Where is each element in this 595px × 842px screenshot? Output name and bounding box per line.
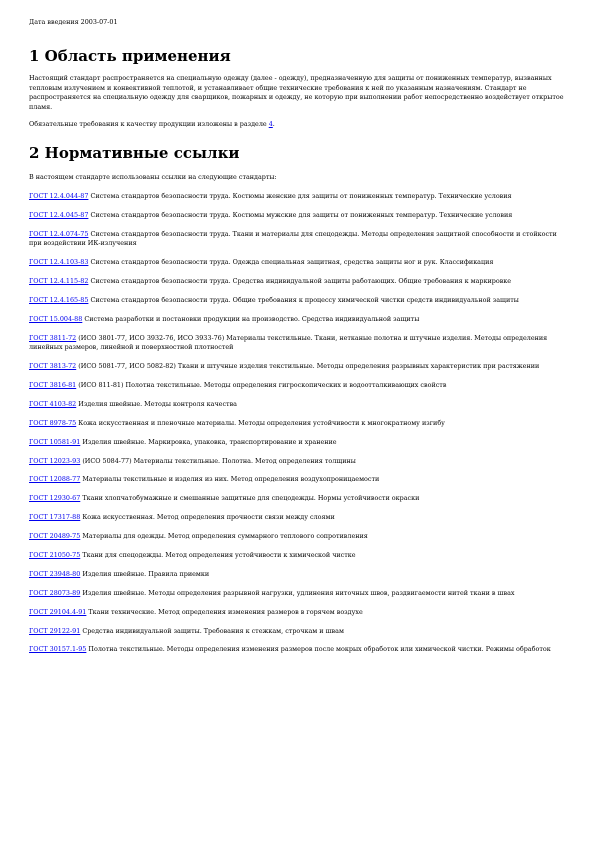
section-4-link[interactable]: 4 (268, 120, 273, 128)
reference-item (29, 457, 566, 467)
reference-item (29, 608, 566, 618)
standard-title: Ткани для спецодежды. Метод определения устойчивости к химической чистке (80, 551, 356, 560)
standard-link[interactable]: ГОСТ 17317-88 (29, 513, 81, 522)
reference-item (29, 296, 566, 306)
standard-link[interactable]: ГОСТ 15.004-88 (29, 314, 83, 323)
reference-item (29, 211, 566, 221)
standard-title: Средства индивидуальной защиты. Требования к стежкам, строчкам и швам (80, 626, 344, 635)
standard-title: Полотна текстильные. Методы определения изменения размеров после мокрых обработок или химической чистки. Режимы обработок (86, 645, 551, 654)
standard-title: Система стандартов безопасности труда. Ткани и материалы для спецодежды. Методы определения защитной способности и стойкости при воздействии ИК-излучения (29, 229, 557, 248)
document-page (29, 18, 566, 655)
standard-title: Изделия швейные. Правила приемки (80, 569, 210, 578)
standard-link[interactable]: ГОСТ 29122-91 (29, 626, 81, 635)
reference-item (29, 551, 566, 561)
reference-item (29, 315, 566, 325)
standard-link[interactable]: ГОСТ 29104.4-91 (29, 607, 87, 616)
standard-title: Система стандартов безопасности труда. Средства индивидуальной защиты работающих. Общие требования к маркировке (88, 277, 512, 286)
standard-link[interactable]: ГОСТ 4103-82 (29, 399, 77, 408)
standard-title: Ткани технические. Метод определения изменения размеров в горячем воздухе (86, 607, 363, 616)
standard-title: Изделия швейные. Методы определения разрывной нагрузки, удлинения ниточных швов, раздвигаемости нитей ткани в швах (80, 588, 515, 597)
reference-item (29, 362, 566, 372)
scope-paragraph: Настоящий стандарт распространяется на специальную одежду (далее - одежду), предназначенную для защиты от пониженных температур, вызванных тепловым излучением и конвективной теплотой, и устанавливает общие технические требования к ней по указанным назначениям. Стандарт не распространяется на специальную одежду для сварщиков, пожарных и одежду, не которую при выполнении работ непосредственно воздействует открытое пламя. (29, 74, 564, 111)
standard-link[interactable]: ГОСТ 12.4.074-75 (29, 229, 89, 238)
reference-item (29, 627, 566, 637)
standard-link[interactable]: ГОСТ 10581-91 (29, 437, 81, 446)
standard-link[interactable]: ГОСТ 8978-75 (29, 418, 77, 427)
standard-title: (ИСО 5081-77, ИСО 5082-82) Ткани и штучные изделия текстильные. Методы определения разрывных характеристик при растяжении (76, 362, 540, 371)
standard-title: Кожа искусственная и пленочные материалы. Методы определения устойчивости к многократному изгибу (76, 418, 445, 427)
reference-item (29, 532, 566, 542)
references-intro: В настоящем стандарте использованы ссылки на следующие стандарты: (29, 172, 277, 181)
standard-title: (ИСО 3801-77, ИСО 3932-76, ИСО 3933-76) Материалы текстильные. Ткани, нетканые полотна и штучные изделия. Методы определения линейных размеров, линейной и поверхностной плотностей (29, 333, 548, 352)
standard-title: Материалы для одежды. Метод определения суммарного теплового сопротивления (80, 532, 368, 541)
standard-title: Система разработки и постановки продукции на производство. Средства индивидуальной защиты (82, 314, 420, 323)
reference-item (29, 334, 566, 353)
standard-title: Кожа искусственная. Метод определения прочности связи между слоями (80, 513, 335, 522)
standard-link[interactable]: ГОСТ 12023-93 (29, 456, 81, 465)
reference-item (29, 475, 566, 485)
standard-link[interactable]: ГОСТ 30157.1-95 (29, 645, 87, 654)
requirements-text-end: . (272, 120, 275, 128)
reference-item (29, 570, 566, 580)
standard-title: Ткани хлопчатобумажные и смешанные защитные для спецодежды. Нормы устойчивости окраски (80, 494, 420, 503)
requirements-text: Обязательные требования к качеству продукции изложены в разделе (29, 120, 269, 128)
reference-item (29, 419, 566, 429)
standard-title: (ИСО 811-81) Полотна текстильные. Методы определения гигроскопических и водоотталкивающих свойств (76, 381, 447, 390)
standard-link[interactable]: ГОСТ 3813-72 (29, 362, 77, 371)
standard-link[interactable]: ГОСТ 3816-81 (29, 381, 77, 390)
standard-link[interactable]: ГОСТ 3811-72 (29, 333, 77, 342)
standard-title: (ИСО 5084-77) Материалы текстильные. Полотна. Метод определения толщины (80, 456, 356, 465)
standard-title: Система стандартов безопасности труда. Костюмы женские для защиты от пониженных температур. Технические условия (88, 192, 512, 200)
standard-link[interactable]: ГОСТ 12.4.044-87 (29, 192, 89, 200)
reference-item (29, 258, 566, 268)
reference-item (29, 589, 566, 599)
reference-item (29, 400, 566, 410)
reference-item (29, 438, 566, 448)
standard-title: Изделия швейные. Маркировка, упаковка, транспортирование и хранение (80, 437, 337, 446)
standard-link[interactable]: ГОСТ 12.4.045-87 (29, 210, 89, 219)
reference-item (29, 513, 566, 523)
introduction-date: Дата введения 2003-07-01 (29, 18, 118, 26)
standard-link[interactable]: ГОСТ 12088-77 (29, 475, 81, 484)
reference-item (29, 645, 566, 655)
standard-title: Система стандартов безопасности труда. Костюмы мужские для защиты от пониженных температур. Технические условия (88, 210, 513, 219)
standard-title: Материалы текстильные и изделия из них. Метод определения воздухопроницаемости (80, 475, 380, 484)
standard-link[interactable]: ГОСТ 28073-89 (29, 588, 81, 597)
references-list (29, 192, 566, 655)
standard-link[interactable]: ГОСТ 12930-67 (29, 494, 81, 503)
requirements-paragraph (29, 120, 566, 130)
standard-title: Система стандартов безопасности труда. Одежда специальная защитная, средства защиты ног и рук. Классификация (88, 258, 494, 267)
reference-item (29, 277, 566, 287)
standard-link[interactable]: ГОСТ 23948-80 (29, 569, 81, 578)
section-1-title: 1 Область применения (29, 47, 231, 65)
standard-link[interactable]: ГОСТ 20489-75 (29, 532, 81, 541)
standard-link[interactable]: ГОСТ 12.4.165-85 (29, 295, 89, 304)
standard-title: Система стандартов безопасности труда. Общие требования к процессу химической чистки средств индивидуальной защиты (88, 295, 519, 304)
section-2-title: 2 Нормативные ссылки (29, 143, 240, 162)
reference-item (29, 381, 566, 391)
standard-link[interactable]: ГОСТ 12.4.103-83 (29, 258, 89, 267)
standard-link[interactable]: ГОСТ 21050-75 (29, 551, 81, 560)
reference-item (29, 192, 566, 202)
standard-title: Изделия швейные. Методы контроля качества (76, 399, 237, 408)
reference-item (29, 230, 566, 249)
reference-item (29, 494, 566, 504)
standard-link[interactable]: ГОСТ 12.4.115-82 (29, 277, 89, 286)
